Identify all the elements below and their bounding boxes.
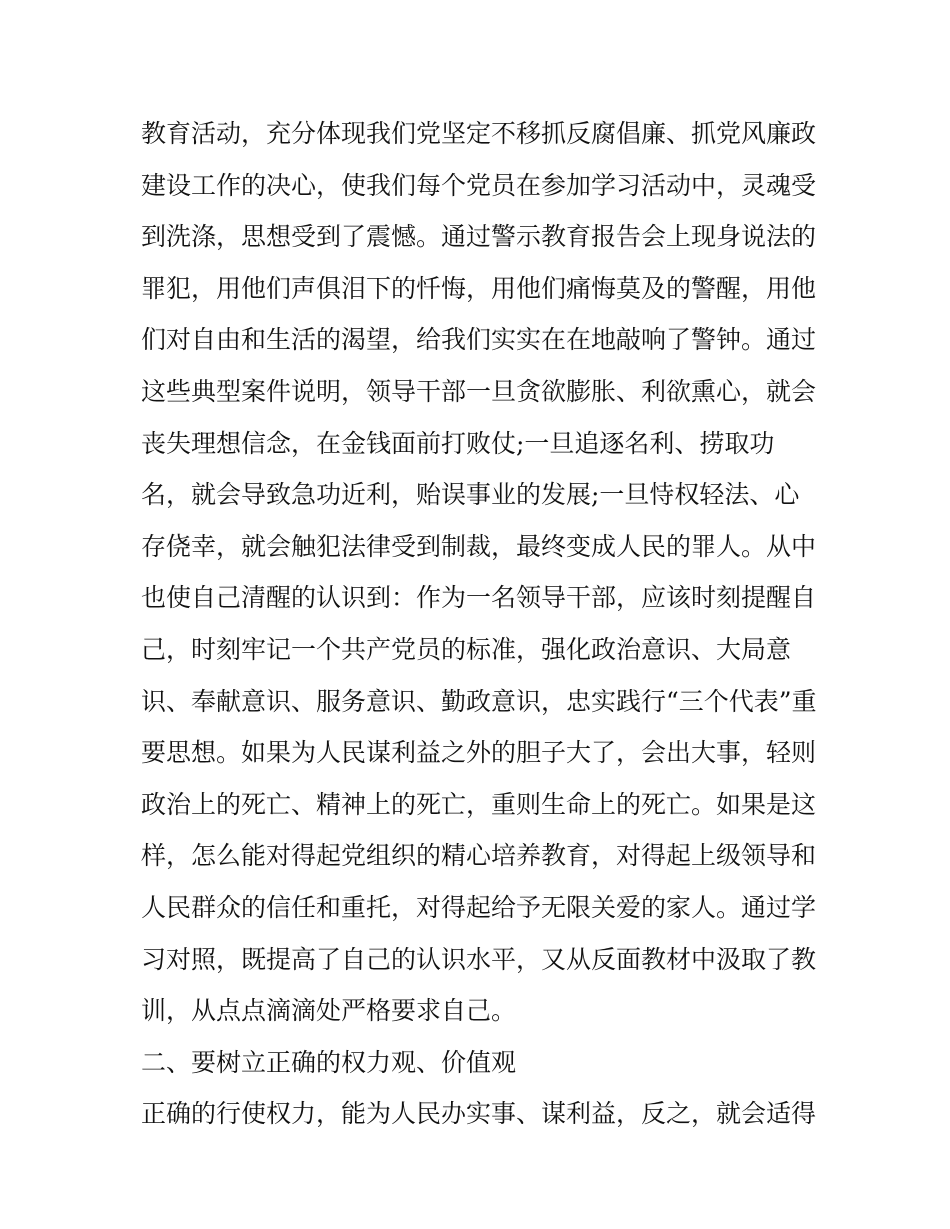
paragraph-line: 们对自由和生活的渴望，给我们实实在在地敲响了警钟。通过 (141, 325, 817, 355)
section-heading: 二、要树立正确的权力观、价值观 (141, 1047, 517, 1077)
paragraph-line: 训，从点点滴滴处严格要求自己。 (141, 996, 517, 1026)
paragraph-line: 正确的行使权力，能为人民办实事、谋利益，反之，就会适得 (141, 1099, 817, 1129)
paragraph-line: 要思想。如果为人民谋利益之外的胆子大了，会出大事，轻则 (141, 738, 817, 768)
paragraph-line: 样，怎么能对得起党组织的精心培养教育，对得起上级领导和 (141, 841, 817, 871)
paragraph-line: 罪犯，用他们声俱泪下的忏悔，用他们痛悔莫及的警醒，用他 (141, 273, 817, 303)
paragraph-line: 丧失理想信念，在金钱面前打败仗;一旦追逐名利、捞取功 (141, 428, 775, 458)
paragraph-line: 己，时刻牢记一个共产党员的标准，强化政治意识、大局意 (141, 634, 792, 664)
paragraph-line: 到洗涤，思想受到了震憾。通过警示教育报告会上现身说法的 (141, 222, 817, 252)
paragraph-line: 存侥幸，就会触犯法律受到制裁，最终变成人民的罪人。从中 (141, 531, 817, 561)
paragraph-line: 人民群众的信任和重托，对得起给予无限关爱的家人。通过学 (141, 892, 817, 922)
paragraph-line: 也使自己清醒的认识到：作为一名领导干部，应该时刻提醒自 (141, 583, 817, 613)
paragraph-line: 政治上的死亡、精神上的死亡，重则生命上的死亡。如果是这 (141, 789, 817, 819)
paragraph-line: 这些典型案件说明，领导干部一旦贪欲膨胀、利欲熏心，就会 (141, 376, 817, 406)
paragraph-line: 教育活动，充分体现我们党坚定不移抓反腐倡廉、抓党风廉政 (141, 119, 817, 148)
paragraph-line: 名，就会导致急功近利，贻误事业的发展;一旦恃权轻法、心 (141, 480, 800, 510)
paragraph-line: 建设工作的决心，使我们每个党员在参加学习活动中，灵魂受 (141, 170, 817, 200)
document-body (141, 108, 821, 1140)
paragraph-line: 习对照，既提高了自己的认识水平，又从反面教材中汲取了教 (141, 944, 817, 974)
paragraph-line: 识、奉献意识、服务意识、勤政意识，忠实践行“三个代表”重 (141, 686, 817, 716)
